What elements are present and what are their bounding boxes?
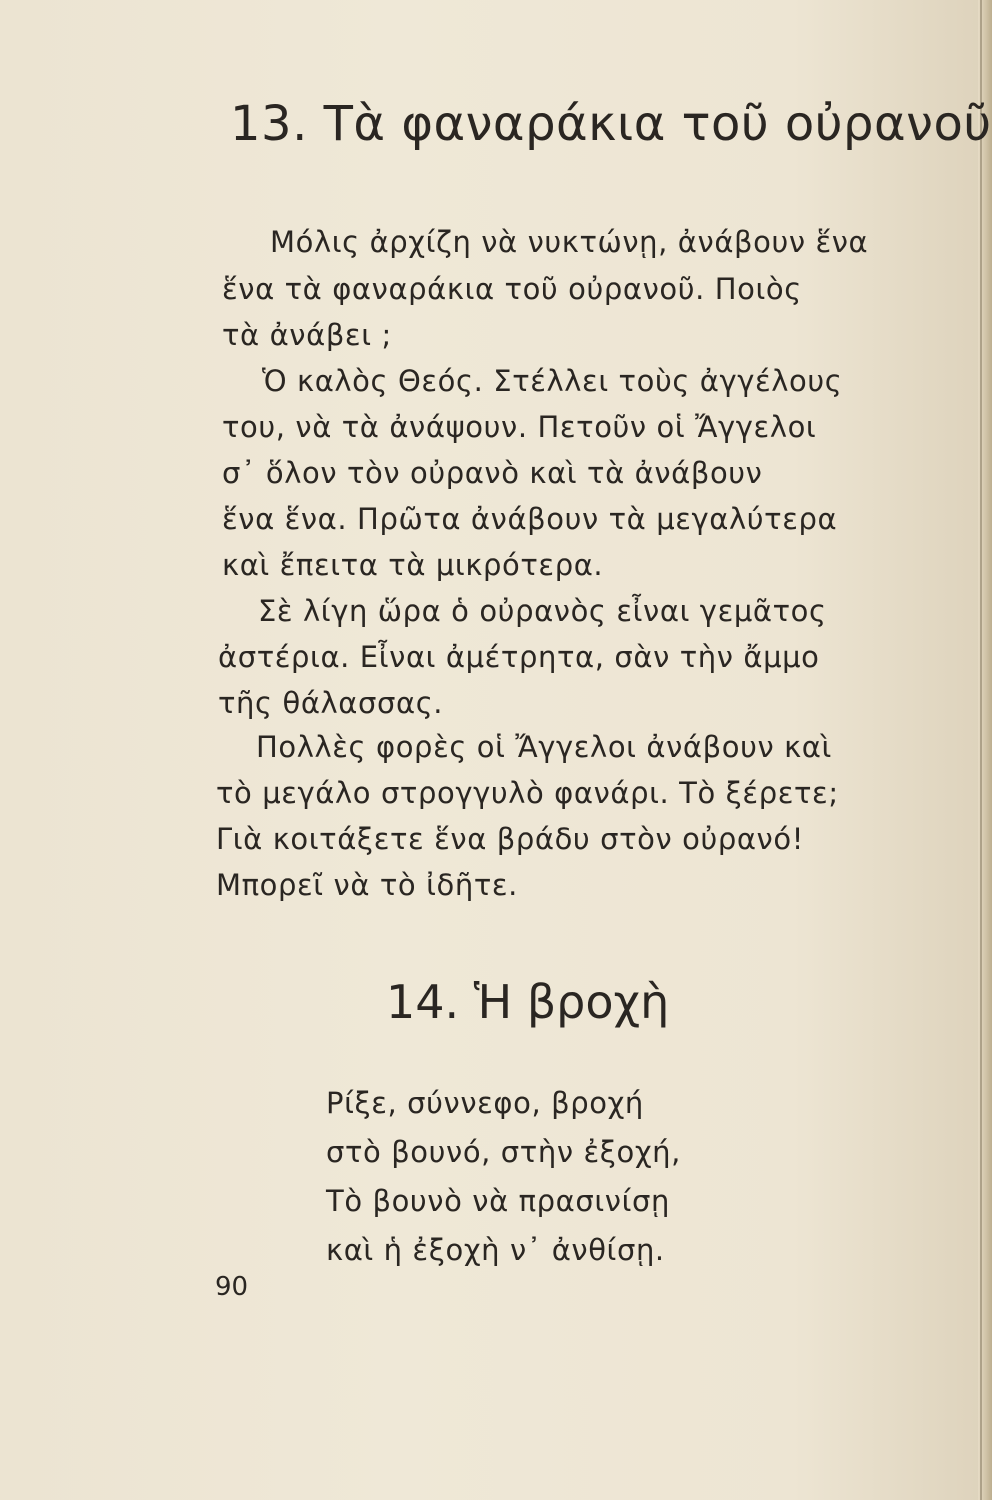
section-14-title: 14. Ἡ βροχὴ	[386, 975, 670, 1029]
text-line: καὶ ἔπειτα τὰ μικρότερα.	[222, 548, 604, 582]
text-line: Ὁ καλὸς Θεός. Στέλλει τοὺς ἀγγέλους	[262, 364, 843, 398]
text-line: Σὲ λίγη ὥρα ὁ οὐρανὸς εἶναι γεμᾶτος	[258, 594, 827, 628]
text-line: τὸ μεγάλο στρογγυλὸ φανάρι. Τὸ ξέρετε;	[216, 776, 839, 810]
text-line: Πολλὲς φορὲς οἱ Ἄγγελοι ἀνάβουν καὶ	[256, 730, 832, 764]
poem-line: Ρίξε, σύννεφο, βροχή	[326, 1086, 644, 1120]
text-line: τῆς θάλασσας.	[218, 686, 444, 720]
text-line: σ᾽ ὅλον τὸν οὐρανὸ καὶ τὰ ἀνάβουν	[222, 456, 763, 490]
text-line: Γιὰ κοιτάξετε ἕνα βράδυ στὸν οὐρανό!	[216, 822, 804, 856]
poem-line: στὸ βουνό, στὴν ἐξοχή,	[326, 1135, 681, 1169]
text-line: ἀστέρια. Εἶναι ἀμέτρητα, σὰν τὴν ἄμμο	[218, 640, 820, 674]
text-line: Μπορεῖ νὰ τὸ ἰδῆτε.	[216, 868, 518, 902]
text-line: ἕνα ἕνα. Πρῶτα ἀνάβουν τὰ μεγαλύτερα	[222, 502, 838, 536]
section-13-title: 13. Τὰ φαναράκια τοῦ οὐρανοῦ	[230, 96, 992, 152]
text-line: Μόλις ἀρχίζη νὰ νυκτώνῃ, ἀνάβουν ἕνα	[270, 225, 869, 259]
page-number: 90	[215, 1272, 249, 1302]
text-line: του, νὰ τὰ ἀνάψουν. Πετοῦν οἱ Ἄγγελοι	[222, 410, 817, 444]
page-edge-line	[980, 0, 982, 1500]
text-line: τὰ ἀνάβει ;	[222, 318, 392, 352]
poem-line: Τὸ βουνὸ νὰ πρασινίσῃ	[326, 1184, 670, 1218]
poem-line: καὶ ἡ ἐξοχὴ ν᾽ ἀνθίσῃ.	[326, 1233, 665, 1267]
text-line: ἕνα τὰ φαναράκια τοῦ οὐρανοῦ. Ποιὸς	[222, 272, 802, 306]
